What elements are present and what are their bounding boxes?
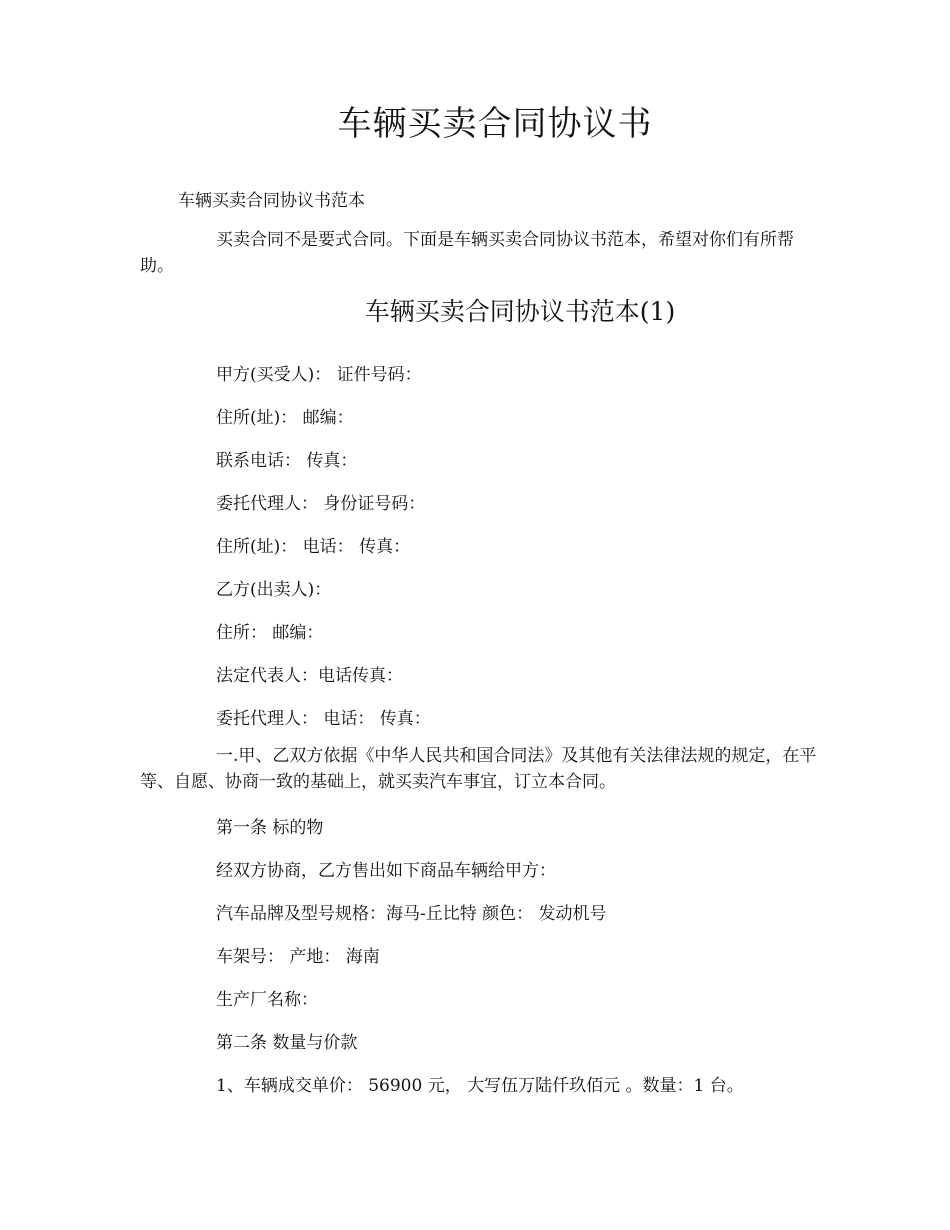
article-line-price: 1、车辆成交单价： 56900 元， 大写伍万陆仟玖佰元 。数量：1 台。	[216, 1076, 744, 1096]
party-line-seller-address: 住所： 邮编：	[216, 623, 324, 643]
article-line-brand: 汽车品牌及型号规格：海马-丘比特 颜色： 发动机号	[216, 904, 607, 924]
party-line-buyer-phone: 联系电话： 传真：	[216, 451, 358, 471]
party-line-legal-rep: 法定代表人：电话传真：	[216, 666, 403, 686]
article-line-sale: 经双方协商，乙方售出如下商品车辆给甲方：	[216, 861, 556, 881]
party-line-buyer: 甲方(买受人)： 证件号码：	[216, 365, 422, 385]
party-line-agent-address: 住所(址)： 电话： 传真：	[216, 537, 411, 557]
section-title: 车辆买卖合同协议书范本(1)	[364, 297, 676, 326]
article-heading-1: 第一条 标的物	[216, 818, 324, 838]
article-line-frame: 车架号： 产地： 海南	[216, 947, 380, 967]
intro-paragraph: 买卖合同不是要式合同。下面是车辆买卖合同协议书范本，希望对你们有所帮助。	[140, 230, 794, 276]
party-line-seller-agent: 委托代理人： 电话： 传真：	[216, 709, 431, 729]
party-line-buyer-address: 住所(址)： 邮编：	[216, 408, 354, 428]
party-line-buyer-agent: 委托代理人： 身份证号码：	[216, 494, 426, 514]
clause-intro-paragraph: 一.甲、乙双方依据《中华人民共和国合同法》及其他有关法律法规的规定，在平等、自愿、协商一致的基础上，就买卖汽车事宜，订立本合同。	[140, 746, 817, 792]
document-title: 车辆买卖合同协议书	[337, 104, 653, 144]
party-line-seller: 乙方(出卖人)：	[216, 580, 332, 600]
article-heading-2: 第二条 数量与价款	[216, 1033, 358, 1053]
document-subtitle: 车辆买卖合同协议书范本	[178, 191, 365, 211]
article-line-manufacturer: 生产厂名称：	[216, 990, 318, 1010]
